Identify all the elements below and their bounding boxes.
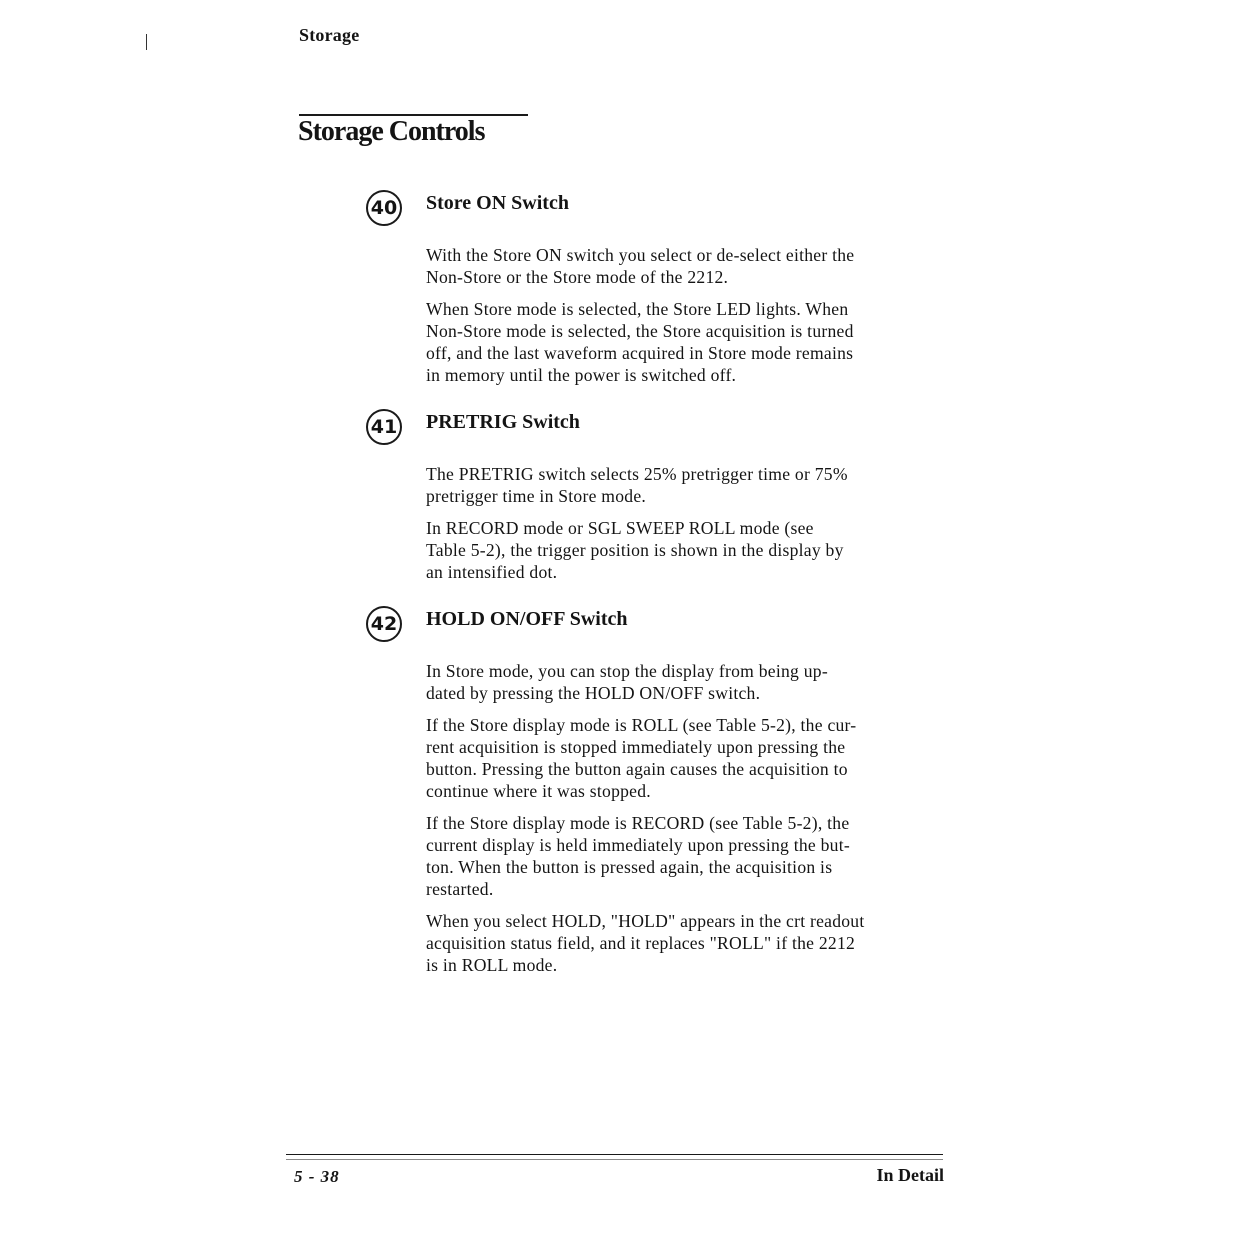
control-title: HOLD ON/OFF Switch — [426, 608, 628, 630]
control-description — [426, 244, 936, 396]
paragraph: If the Store display mode is ROLL (see Table 5-2), the cur- rent acquisition is stopped immediately upon pressing the button. Pressing the button again causes the acquisition to continue where it was stopped. — [426, 715, 857, 801]
paragraph: The PRETRIG switch selects 25% pretrigger time or 75% pretrigger time in Store mode. — [426, 464, 848, 506]
paragraph: In RECORD mode or SGL SWEEP ROLL mode (see Table 5-2), the trigger position is shown in the display by an intensified dot. — [426, 518, 844, 582]
control-description — [426, 660, 936, 986]
footer-chapter-label: In Detail — [876, 1165, 944, 1185]
paragraph: With the Store ON switch you select or de-select either the Non-Store or the Store mode of the 2212. — [426, 245, 855, 287]
control-description — [426, 463, 936, 593]
paragraph: In Store mode, you can stop the display from being up- dated by pressing the HOLD ON/OFF switch. — [426, 661, 828, 703]
callout-number-badge: 40 — [366, 190, 402, 226]
running-head: Storage — [299, 25, 360, 45]
margin-change-bar — [146, 34, 147, 50]
paragraph: When you select HOLD, "HOLD" appears in the crt readout acquisition status field, and it replaces "ROLL" if the 2212 is in ROLL mode. — [426, 911, 865, 975]
page-number: 5 - 38 — [294, 1167, 340, 1186]
footer-rule — [286, 1154, 943, 1155]
paragraph: When Store mode is selected, the Store LED lights. When Non-Store mode is selected, the Store acquisition is turned off, and the last waveform acquired in Store mode remains in memory until the power is switched off. — [426, 299, 854, 385]
paragraph: If the Store display mode is RECORD (see Table 5-2), the current display is held immediately upon pressing the but- ton. When the button is pressed again, the acquisition is restarted. — [426, 813, 850, 899]
callout-number-badge: 42 — [366, 606, 402, 642]
callout-number-badge: 41 — [366, 409, 402, 445]
footer-rule-secondary — [286, 1159, 943, 1160]
control-title: PRETRIG Switch — [426, 411, 580, 433]
control-title: Store ON Switch — [426, 192, 569, 214]
section-title: Storage Controls — [298, 116, 485, 147]
